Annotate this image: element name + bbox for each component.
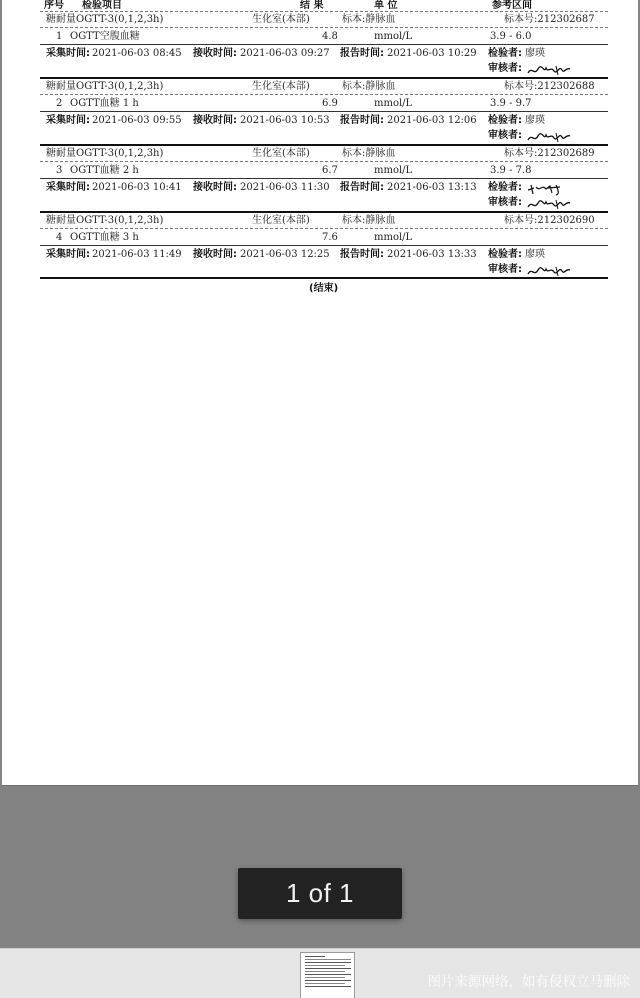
reviewer-label: 审核者:	[488, 197, 522, 208]
receive-time: 2021-06-03 09:27	[240, 48, 330, 59]
result-value: 4.8	[322, 31, 338, 42]
page-indicator-label: 1 of 1	[285, 878, 355, 908]
collect-time: 2021-06-03 11:49	[92, 249, 182, 260]
result-seq: 1	[56, 31, 63, 42]
department: 生化室(本部)	[252, 81, 310, 92]
result-range: 3.9 - 7.8	[490, 165, 532, 176]
receive-label: 接收时间:	[193, 249, 237, 260]
report-label: 报告时间:	[340, 182, 384, 193]
inspector-label: 检验者:	[488, 48, 522, 59]
collect-label: 采集时间:	[46, 115, 90, 126]
header-divider	[40, 11, 608, 12]
department: 生化室(本部)	[252, 148, 310, 159]
row-divider	[40, 94, 608, 95]
result-seq: 2	[56, 98, 63, 109]
inspector-name: 廖瑛	[525, 48, 545, 59]
row-divider	[40, 178, 608, 179]
report-time: 2021-06-03 13:13	[387, 182, 477, 193]
inspector-signature	[526, 182, 574, 196]
test-name: 糖耐量OGTT-3(0,1,2,3h)	[46, 14, 164, 25]
result-range: 3.9 - 6.0	[490, 31, 532, 42]
result-item: OGTT血糖 2 h	[70, 165, 139, 176]
result-item: OGTT空腹血糖	[70, 31, 140, 42]
watermark-text: 图片来源网络，如有侵权立马删除	[427, 974, 630, 990]
report-time: 2021-06-03 13:33	[387, 249, 477, 260]
department: 生化室(本部)	[252, 14, 310, 25]
collect-time: 2021-06-03 09:55	[92, 115, 182, 126]
department: 生化室(本部)	[252, 215, 310, 226]
report-label: 报告时间:	[340, 48, 384, 59]
receive-time: 2021-06-03 12:25	[240, 249, 330, 260]
collect-label: 采集时间:	[46, 249, 90, 260]
row-divider	[40, 161, 608, 162]
collect-label: 采集时间:	[46, 182, 90, 193]
receive-time: 2021-06-03 11:30	[240, 182, 330, 193]
result-item: OGTT血糖 3 h	[70, 232, 139, 243]
specimen-type: 标本:静脉血	[342, 148, 396, 159]
specimen-type: 标本:静脉血	[342, 215, 396, 226]
reviewer-label: 审核者:	[488, 130, 522, 141]
reviewer-label: 审核者:	[488, 63, 522, 74]
record-end-line	[40, 144, 608, 146]
inspector-label: 检验者:	[488, 182, 522, 193]
result-unit: mmol/L	[374, 232, 413, 243]
record-end-line	[40, 277, 608, 279]
page-thumbnail[interactable]	[300, 952, 355, 998]
collect-label: 采集时间:	[46, 48, 90, 59]
record-end-line	[40, 77, 608, 79]
result-seq: 4	[56, 232, 63, 243]
inspector-label: 检验者:	[488, 249, 522, 260]
collect-time: 2021-06-03 08:45	[92, 48, 182, 59]
row-divider	[40, 27, 608, 28]
result-value: 6.9	[322, 98, 338, 109]
specimen-number: 标本号:212302689	[504, 148, 595, 159]
page-indicator	[238, 868, 402, 919]
receive-label: 接收时间:	[193, 48, 237, 59]
receive-label: 接收时间:	[193, 182, 237, 193]
receive-time: 2021-06-03 10:53	[240, 115, 330, 126]
result-unit: mmol/L	[374, 31, 413, 42]
inspector-name: 廖瑛	[525, 249, 545, 260]
report-time: 2021-06-03 10:29	[387, 48, 477, 59]
reviewer-signature	[526, 130, 574, 144]
test-name: 糖耐量OGTT-3(0,1,2,3h)	[46, 81, 164, 92]
reviewer-signature	[526, 197, 574, 211]
report-time: 2021-06-03 12:06	[387, 115, 477, 126]
end-marker: (结束)	[309, 283, 339, 294]
result-value: 6.7	[322, 165, 338, 176]
result-unit: mmol/L	[374, 98, 413, 109]
reviewer-signature	[526, 63, 574, 77]
header-seq: 序号	[44, 0, 64, 11]
row-divider	[40, 245, 608, 246]
result-item: OGTT血糖 1 h	[70, 98, 139, 109]
test-name: 糖耐量OGTT-3(0,1,2,3h)	[46, 148, 164, 159]
result-value: 7.6	[322, 232, 338, 243]
row-divider	[40, 44, 608, 45]
report-label: 报告时间:	[340, 249, 384, 260]
specimen-number: 标本号:212302687	[504, 14, 595, 25]
reviewer-signature	[526, 264, 574, 278]
row-divider	[40, 111, 608, 112]
record-end-line	[40, 211, 608, 213]
specimen-number: 标本号:212302688	[504, 81, 595, 92]
row-divider	[40, 228, 608, 229]
header-unit: 单 位	[374, 0, 398, 11]
receive-label: 接收时间:	[193, 115, 237, 126]
result-unit: mmol/L	[374, 165, 413, 176]
inspector-label: 检验者:	[488, 115, 522, 126]
report-label: 报告时间:	[340, 115, 384, 126]
header-item: 检验项目	[82, 0, 122, 11]
header-range: 参考区间	[492, 0, 532, 11]
header-result: 结 果	[300, 0, 324, 11]
result-range: 3.9 - 9.7	[490, 98, 532, 109]
specimen-type: 标本:静脉血	[342, 81, 396, 92]
test-name: 糖耐量OGTT-3(0,1,2,3h)	[46, 215, 164, 226]
report-page	[2, 0, 638, 786]
collect-time: 2021-06-03 10:41	[92, 182, 182, 193]
result-seq: 3	[56, 165, 63, 176]
reviewer-label: 审核者:	[488, 264, 522, 275]
specimen-number: 标本号:212302690	[504, 215, 595, 226]
specimen-type: 标本:静脉血	[342, 14, 396, 25]
inspector-name: 廖瑛	[525, 115, 545, 126]
